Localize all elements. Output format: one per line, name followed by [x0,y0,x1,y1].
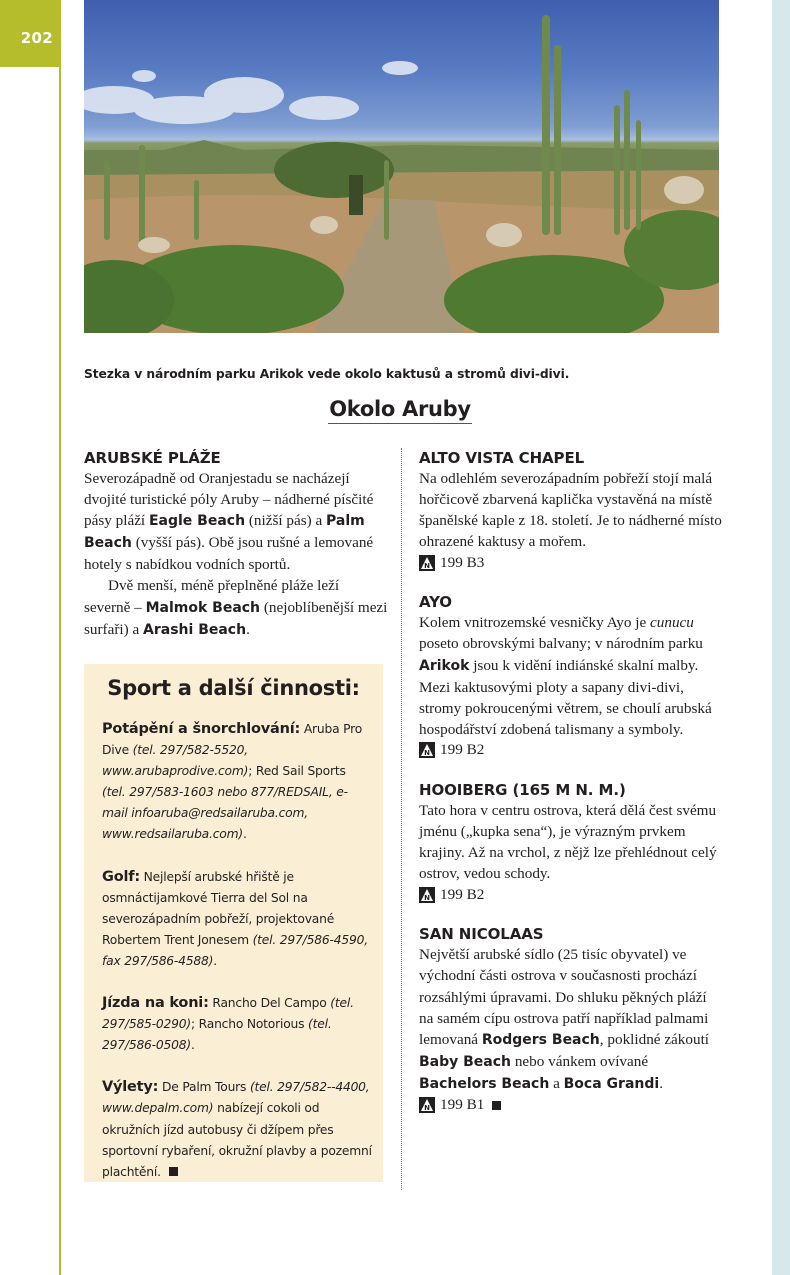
sport-item-text: De Palm Tours (tel. 297/582--4400, www.depalm.com) nabízejí cokoli od okružních jízd autobusy či džípem přes sportovní rybaření, okružní plavby a pozemní plachtění. [102,1080,372,1179]
map-reference-icon [419,887,435,903]
heading-arubske-plaze: ARUBSKÉ PLÁŽE [84,449,221,467]
sport-item-label: Golf: [102,868,140,885]
entry-ayo [419,592,724,761]
sport-item-label: Potápění a šnorchlování: [102,721,301,737]
map-reference-icon [419,742,435,758]
map-reference-code: 199 B3 [440,553,485,571]
sport-item-text: Aruba Pro Dive (tel. 297/582-5520, www.arubaprodive.com); Red Sail Sports (tel. 297/583-1603 nebo 877/REDSAIL, e-mail infoaruba@redsailaruba.com, www.redsailaruba.com). [102,722,363,842]
entry-heading: HOOIBERG (165 M N. M.) [419,780,626,799]
sport-box-title: Sport a další činnosti: [107,676,360,700]
left-margin-rule [59,67,61,1275]
entry-text: Na odlehlém severozápadním pobřeží stojí malá hořčicově zbarvená kaplička vystavěná na místě španělské kaple z 18. století. Je to nádherné místo ohrazené kaktusy a mořem. [419,470,722,551]
entry-text: Kolem vnitrozemské vesničky Ayo je cunucu poseto obrovskými balvany; v národním parku Arikok jsou k vidění indiánské skalní malby. Mezi kaktusovými ploty a sapany divi-divi, stromy pokroucenými větrem, se choulí arubská hospodářství zdobená talismany a symboly. [419,614,712,738]
map-reference [419,884,724,905]
sport-item-label: Výlety: [102,1079,159,1096]
entry-alto-vista-chapel [419,448,724,573]
svg-text:N: N [424,1104,430,1113]
entry-hooiberg [419,780,724,905]
beaches-paragraph-2: Dvě menší, méně přeplněné pláže leží severně – Malmok Beach (nejoblíbenější mezi surfaři) a Arashi Beach. [84,577,388,638]
map-reference [419,740,724,761]
end-of-section-mark [492,1101,501,1110]
sport-item-label: Jízda na koni: [102,995,209,1012]
section-title: Okolo Aruby [328,397,472,424]
svg-text:N: N [424,893,430,902]
entry-heading: ALTO VISTA CHAPEL [419,449,585,467]
sport-items [102,719,372,1204]
entry-heading: SAN NICOLAAS [419,925,544,944]
photo-caption: Stezka v národním parku Arikok vede okolo kaktusů a stromů divi-divi. [84,367,570,381]
entry-text: Největší arubské sídlo (25 tisíc obyvatel) ve východní části ostrova v současnosti prochází rozsáhlými úpravami. Do shluku pěkných pláží na samém cípu ostrova patří například palmami lemovaná Rodgers Beach, poklidné zákoutí Baby Beach nebo vánkem ovívané Bachelors Beach a Boca Grandi. [419,946,710,1092]
entry-text: Tato hora v centru ostrova, která dělá čest svému jménu („kupka sena“), je výrazným prvkem krajiny. Až na vrchol, z nějž lze přehlédnout celý ostrov, vedou schody. [419,801,717,883]
sport-activities-box [84,664,383,1182]
svg-text:N: N [424,561,430,570]
sport-item-golf [102,867,372,972]
map-reference-code: 199 B2 [440,885,485,903]
svg-text:N: N [424,749,430,758]
entry-san-nicolaas [419,924,724,1116]
landscape-photo [84,0,719,333]
sport-item-text: Nejlepší arubské hřiště je osmnáctijamkové Tierra del Sol na severozápadním pobřeží, projektované Robertem Trent Jonesem (tel. 297/586-4590, fax 297/586-4588). [102,869,368,968]
sport-item-horse-riding [102,993,372,1056]
map-reference [419,552,724,573]
map-reference-code: 199 B1 [440,1096,485,1114]
sport-item-diving [102,719,372,846]
end-of-section-mark [169,1167,178,1176]
entry-heading: AYO [419,593,452,612]
right-edge-strip [772,0,790,1275]
map-reference-code: 199 B2 [440,741,485,759]
map-reference-icon [419,555,435,571]
sport-item-text: Rancho Del Campo (tel. 297/585-0290); Rancho Notorious (tel. 297/586-0508). [102,996,354,1053]
sport-item-trips [102,1077,372,1182]
page-number: 202 [20,29,53,47]
beaches-paragraph-1: Severozápadně od Oranjestadu se nacházejí dvojité turistické póly Aruby – nádherné písčité pásy pláží Eagle Beach (nižší pás) a Palm Beach (vyšší pás). Obě jsou rušné a lemované hotely s nabídkou vodních sportů. [84,470,374,574]
column-divider [401,448,402,1190]
section-title-wrap [0,397,790,424]
page-number-tab [0,0,61,67]
left-column [84,448,389,641]
map-reference [419,1095,724,1116]
right-column [419,448,724,1135]
map-reference-icon [419,1097,435,1113]
